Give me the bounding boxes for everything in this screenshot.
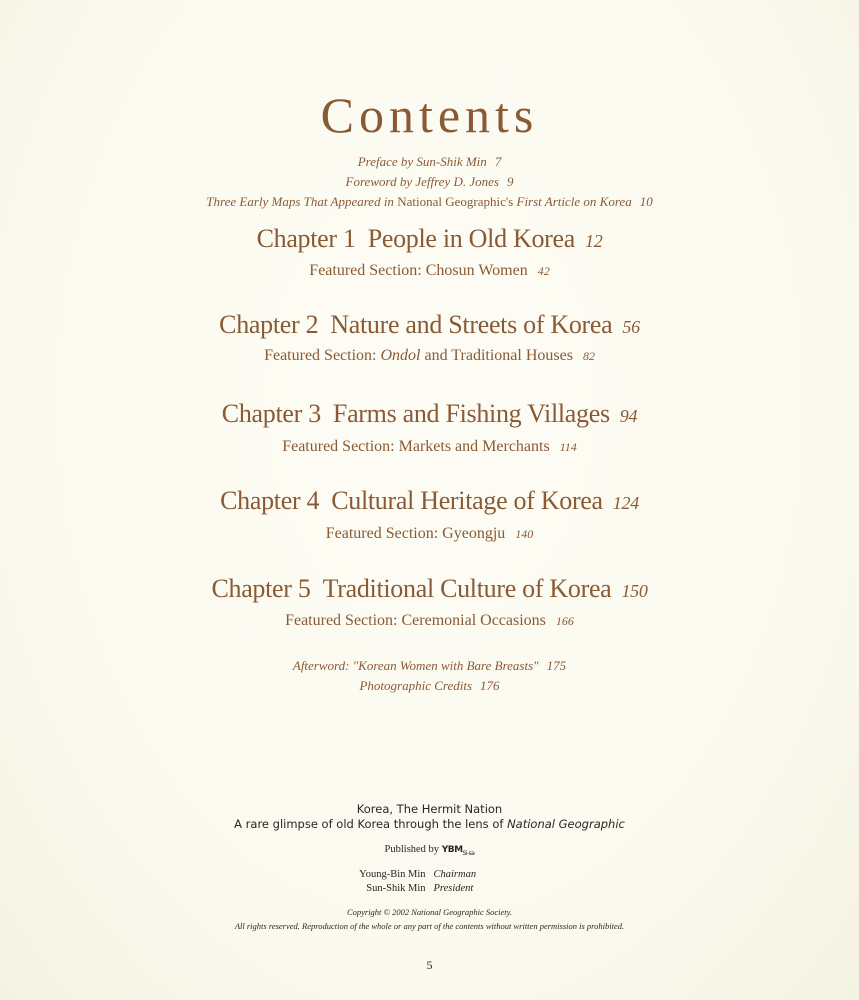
featured-prefix: Featured Section: <box>285 612 402 629</box>
featured-prefix: Featured Section: <box>325 525 443 542</box>
officer-role: Chairman <box>433 869 477 880</box>
chapter-heading <box>0 310 859 340</box>
back-matter-page: 176 <box>480 678 500 693</box>
featured-section <box>0 525 859 543</box>
subtitle-italic: National Geographic <box>507 817 625 831</box>
chapter-number: Chapter 2 <box>219 310 319 339</box>
front-matter-page: 10 <box>639 194 653 209</box>
copyright-line: Copyright © 2002 National Geographic Society. <box>346 907 513 917</box>
chapter-title: Traditional Culture of Korea <box>322 574 612 603</box>
officer-row <box>0 882 859 896</box>
chapter-page: 94 <box>619 406 638 426</box>
chapter-page: 150 <box>621 581 648 601</box>
front-matter-label: Foreword by Jeffrey D. Jones <box>345 174 499 189</box>
chapter-page: 124 <box>612 493 639 513</box>
featured-title: Gyeongju <box>442 525 506 542</box>
chapter-page: 12 <box>585 231 603 251</box>
featured-prefix: Featured Section: <box>282 438 399 455</box>
officer-role: President <box>433 883 474 894</box>
chapter-number: Chapter 3 <box>221 399 321 428</box>
featured-title: and Traditional Houses <box>420 347 573 364</box>
featured-prefix: Featured Section: <box>309 262 426 279</box>
front-matter-item <box>0 192 859 212</box>
back-matter-label: Photographic Credits <box>359 678 473 693</box>
featured-title: Markets and Merchants <box>398 438 550 455</box>
publisher-logo <box>442 845 475 855</box>
featured-section <box>0 262 859 280</box>
featured-page: 140 <box>515 527 534 541</box>
chapter-number: Chapter 1 <box>256 224 356 253</box>
subtitle-text: A rare glimpse of old Korea through the lens of <box>234 817 508 831</box>
chapter-heading <box>0 399 859 429</box>
rights-line: All rights reserved. Reproduction of the whole or any part of the contents without written permission is prohibited. <box>234 921 625 931</box>
chapter-title: Cultural Heritage of Korea <box>331 486 603 515</box>
featured-page: 166 <box>555 614 574 628</box>
featured-section <box>0 438 859 456</box>
front-matter-item <box>0 172 859 192</box>
featured-title: Chosun Women <box>425 262 528 279</box>
featured-section <box>0 347 859 365</box>
chapter-number: Chapter 5 <box>211 574 311 603</box>
featured-title: Ceremonial Occasions <box>401 612 546 629</box>
front-matter-label: Preface by Sun-Shik Min <box>357 154 487 169</box>
front-matter-page: 7 <box>494 154 502 169</box>
officer-name: Sun-Shik Min <box>366 883 426 894</box>
featured-page: 42 <box>537 264 550 278</box>
front-matter-label: National Geographic's <box>397 194 517 209</box>
front-matter-list <box>0 152 859 212</box>
chapter-title: Farms and Fishing Villages <box>332 399 610 428</box>
officers-list <box>0 868 859 896</box>
back-matter-page: 175 <box>546 658 567 673</box>
publisher-line <box>0 844 859 857</box>
front-matter-item <box>0 152 859 172</box>
back-matter-list <box>0 656 859 696</box>
copyright-block <box>0 905 859 933</box>
chapter-title: People in Old Korea <box>367 224 575 253</box>
chapter-heading <box>0 224 859 254</box>
chapter-heading <box>0 574 859 604</box>
published-by-label: Published by <box>384 844 440 855</box>
book-title: Korea, The Hermit Nation <box>356 802 503 816</box>
officer-row <box>0 868 859 882</box>
chapter-title: Nature and Streets of Korea <box>330 310 613 339</box>
page-title: Contents <box>320 87 539 143</box>
chapter-heading <box>0 486 859 516</box>
book-subtitle <box>0 817 859 832</box>
imprint-block <box>0 802 859 832</box>
featured-italic: Ondol <box>380 347 421 364</box>
back-matter-item <box>0 656 859 676</box>
officer-name: Young-Bin Min <box>359 869 426 880</box>
front-matter-label: Three Early Maps That Appeared in <box>206 194 398 209</box>
publisher-logo-text: YBM <box>441 845 463 855</box>
featured-page: 82 <box>582 349 595 363</box>
back-matter-item <box>0 676 859 696</box>
chapter-page: 56 <box>622 317 640 337</box>
publisher-logo-sub: Si-sa <box>462 849 475 857</box>
back-matter-label: Afterword: "Korean Women with Bare Breasts" <box>292 658 539 673</box>
featured-section <box>0 612 859 630</box>
front-matter-label: First Article on Korea <box>516 194 632 209</box>
front-matter-page: 9 <box>506 174 514 189</box>
featured-page: 114 <box>559 440 577 454</box>
featured-prefix: Featured Section: <box>264 347 381 364</box>
page-number: 5 <box>426 958 433 972</box>
chapter-number: Chapter 4 <box>220 486 320 515</box>
